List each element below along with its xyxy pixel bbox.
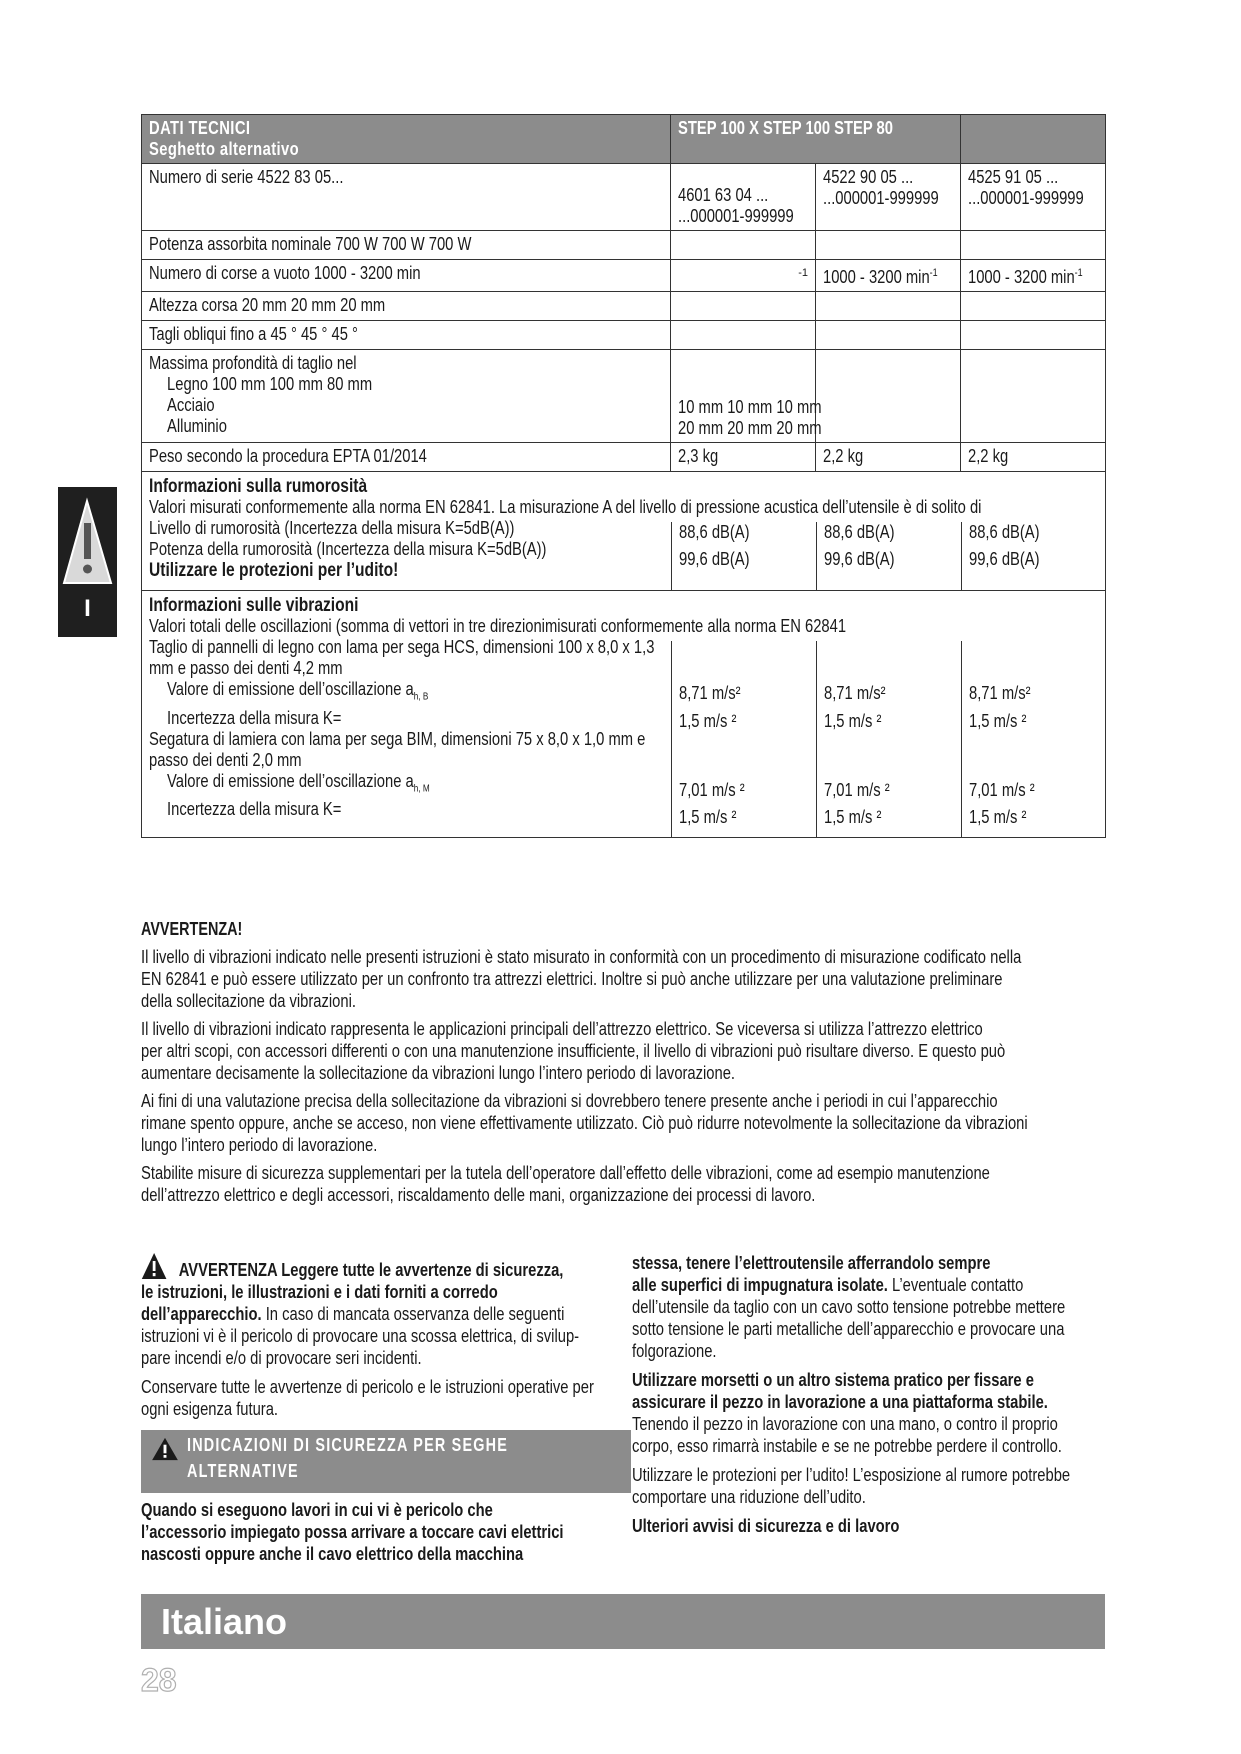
strokes-unit-sup: -1 xyxy=(929,267,938,279)
depth-alu: Alluminio xyxy=(167,416,227,436)
hidden-cables-paragraph: Quando si eseguono lavori in cui vi è pericolo che l’accessorio impiegato possa arrivare a toccare cavi elettrici nascosti oppure anche il cavo elettrico della macchina xyxy=(141,1500,564,1564)
table-row xyxy=(142,591,1106,838)
technical-data-table xyxy=(141,114,1106,838)
wood-emission-label: Valore di emissione dell’oscillazione $a_{h, B}$ xyxy=(167,679,429,703)
metal-uncertainty-value: 1,5 m/s ² xyxy=(969,807,1027,827)
general-warning-paragraph: AVVERTENZA Leggere tutte le avvertenze di sicurezza, le istruzioni, le illustrazioni e i dati forniti a corredo dell’apparecchio. In caso di mancata osservanza delle seguenti istruzioni vi è il pericolo di provocare una scossa elettrica, di svilup- pare incendi e/o di provocare seri incidenti. xyxy=(141,1252,631,1369)
noise-intro: Valori misurati conformemente alla norma EN 62841. La misurazione A del livello di pressione acustica dell’utensile è di solito di xyxy=(149,497,982,517)
banner-line1: INDICAZIONI DI SICUREZZA PER SEGHE xyxy=(187,1435,509,1455)
language-footer-bar xyxy=(141,1594,1105,1649)
strokes-label: Numero di corse a vuoto 1000 - 3200 min xyxy=(149,263,421,283)
depth-steel: Acciaio xyxy=(167,395,215,415)
depth-wood: Legno 100 mm 100 mm 80 mm xyxy=(167,374,373,394)
depth-steel-values: 10 mm 10 mm 10 mm xyxy=(678,397,822,417)
table-row xyxy=(142,350,1106,443)
strokes-unit-sup: -1 xyxy=(1074,267,1083,279)
safety-left-column xyxy=(141,1252,631,1572)
noise-power-value: 99,6 dB(A) xyxy=(969,549,1040,569)
language-side-tab xyxy=(58,487,117,637)
wood-uncertainty-value: 1,5 m/s ² xyxy=(824,711,882,731)
weight-label: Peso secondo la procedura EPTA 01/2014 xyxy=(149,446,427,466)
wood-uncertainty-label: Incertezza della misura K= xyxy=(167,707,342,728)
table-row xyxy=(142,472,1106,591)
warning-triangle-icon xyxy=(62,497,113,587)
table-row xyxy=(142,231,1106,260)
banner-line2: ALTERNATIVE xyxy=(187,1461,299,1481)
safety-section-banner xyxy=(141,1430,631,1493)
metal-uncertainty-label: Incertezza della misura K= xyxy=(167,799,342,820)
metal-emission-value: 7,01 m/s ² xyxy=(824,780,890,800)
noise-level-value: 88,6 dB(A) xyxy=(969,522,1040,542)
table-row xyxy=(142,321,1106,350)
warning-paragraph: Ai fini di una valutazione precisa della sollecitazione da vibrazioni si dovrebbero tenere presente anche i periodi in cui l’apparecchio rimane spento oppure, anche se acceso, non viene effettivamente utilizzato. Ciò può ridurre notevolmente la sollecitazione da vibrazioni lungo l’intero periodo di lavorazione. xyxy=(141,1091,1028,1155)
language-letter: I xyxy=(84,595,91,622)
warning-triangle-icon xyxy=(151,1437,179,1461)
weight-value: 2,2 kg xyxy=(968,446,1009,466)
vibration-title: Informazioni sulle vibrazioni xyxy=(149,595,359,616)
strokes-unit-sup: -1 xyxy=(798,267,808,279)
table-row xyxy=(142,260,1106,292)
noise-protect: Utilizzare le protezioni per l’udito! xyxy=(149,560,399,581)
metal-emission-value: 7,01 m/s ² xyxy=(969,780,1035,800)
warning-paragraph: Il livello di vibrazioni indicato nelle presenti istruzioni è stato misurato in conformità con un procedimento di misurazione codificato nella EN 62841 e può essere utilizzato per un confronto tra attrezzi elettrici. Inoltre si può anche utilizzare per una valutazione preliminare della sollecitazione da vibrazioni. xyxy=(141,947,1022,1011)
model-names: STEP 100 X STEP 100 STEP 80 xyxy=(678,118,893,138)
strokes-value: 1000 - 3200 min xyxy=(968,267,1075,287)
vibration-warning-section xyxy=(141,918,1106,1212)
serial-value: 4522 90 05 ... xyxy=(823,167,914,187)
depth-label: Massima profondità di taglio nel xyxy=(149,353,357,373)
wood-emission-value: 8,71 m/s² xyxy=(824,683,886,703)
serial-label: Numero di serie 4522 83 05... xyxy=(149,167,344,187)
page-number: 28 xyxy=(141,1662,177,1698)
metal-uncertainty-value: 1,5 m/s ² xyxy=(824,807,882,827)
wood-emission-value: 8,71 m/s² xyxy=(969,683,1031,703)
noise-level-label: Livello di rumorosità (Incertezza della misura K=5dB(A)) xyxy=(149,518,515,538)
noise-level-value: 88,6 dB(A) xyxy=(824,522,895,542)
noise-power-value: 99,6 dB(A) xyxy=(824,549,895,569)
metal-test-line1: Segatura di lamiera con lama per sega BIM, dimensioni 75 x 8,0 x 1,0 mm e xyxy=(149,728,646,749)
hearing-paragraph: Utilizzare le protezioni per l’udito! L’esposizione al rumore potrebbe comportare una riduzione dell’udito. xyxy=(632,1465,1071,1507)
stroke-height-label: Altezza corsa 20 mm 20 mm 20 mm xyxy=(149,295,386,315)
metal-test-line2: passo dei denti 2,0 mm xyxy=(149,749,302,770)
warning-title: AVVERTENZA! xyxy=(141,919,243,939)
keep-instructions-paragraph: Conservare tutte le avvertenze di pericolo e le istruzioni operative per ogni esigenza futura. xyxy=(141,1377,594,1419)
strokes-value: 1000 - 3200 min xyxy=(823,267,930,287)
table-title: DATI TECNICI xyxy=(149,118,251,138)
bevel-label: Tagli obliqui fino a 45 ° 45 ° 45 ° xyxy=(149,324,358,344)
table-row xyxy=(142,164,1106,231)
wood-test-line1: Taglio di pannelli di legno con lama per sega HCS, dimensioni 100 x 8,0 x 1,3 xyxy=(149,637,655,657)
warning-paragraph: Stabilite misure di sicurezza supplementari per la tutela dell’operatore dall’effetto delle vibrazioni, come ad esempio manutenzione dell’attrezzo elettrico e degli accessori, riscaldamento delle mani, organizzazione dei processi di lavoro. xyxy=(141,1163,990,1205)
noise-power-value: 99,6 dB(A) xyxy=(679,549,750,569)
noise-level-value: 88,6 dB(A) xyxy=(679,522,750,542)
noise-power-label: Potenza della rumorosità (Incertezza della misura K=5dB(A)) xyxy=(149,539,547,559)
serial-range: ...000001-999999 xyxy=(678,206,794,226)
metal-emission-label: Valore di emissione dell’oscillazione $a_{h, M}$ xyxy=(167,770,430,795)
wood-test-line2: mm e passo dei denti 4,2 mm xyxy=(149,658,343,678)
metal-emission-value: 7,01 m/s ² xyxy=(679,780,745,800)
safety-right-column xyxy=(632,1252,1112,1544)
weight-value: 2,2 kg xyxy=(823,446,864,466)
wood-uncertainty-value: 1,5 m/s ² xyxy=(679,711,737,731)
table-header-row xyxy=(142,115,1106,164)
table-row xyxy=(142,443,1106,472)
further-warnings-heading: Ulteriori avvisi di sicurezza e di lavoro xyxy=(632,1516,900,1536)
depth-alu-values: 20 mm 20 mm 20 mm xyxy=(678,418,822,438)
weight-value: 2,3 kg xyxy=(678,446,719,466)
table-subtitle: Seghetto alternativo xyxy=(149,139,300,159)
serial-value: 4601 63 04 ... xyxy=(678,185,769,205)
wood-uncertainty-value: 1,5 m/s ² xyxy=(969,711,1027,731)
clamp-paragraph: Utilizzare morsetti o un altro sistema pratico per fissare e assicurare il pezzo in lavorazione a una piattaforma stabile. Tenendo il pezzo in lavorazione con una mano, o contro il proprio corpo, esso rimarrà instabile e se ne potrebbe perdere il controllo. xyxy=(632,1370,1062,1456)
serial-range: ...000001-999999 xyxy=(968,188,1084,208)
warning-paragraph: Il livello di vibrazioni indicato rappresenta le applicazioni principali dell’attrezzo elettrico. Se viceversa si utilizza l’attrezzo elettrico per altri scopi, con accessori differenti o con una manutenzione insufficiente, il livello di vibrazioni può risultare diverso. E questo può aumentare decisamente la sollecitazione da vibrazioni lungo l’intero periodo di lavorazione. xyxy=(141,1019,1006,1083)
warning-triangle-icon xyxy=(141,1252,167,1280)
table-row xyxy=(142,292,1106,321)
insulated-grip-paragraph: stessa, tenere l’elettroutensile afferrandolo sempre alle superfici di impugnatura isolate. L’eventuale contatto dell’utensile da taglio con un cavo sotto tensione potrebbe mettere sotto tensione le parti metalliche dell’apparecchio e provocare una folgorazione. xyxy=(632,1253,1066,1361)
power-label: Potenza assorbita nominale 700 W 700 W 700 W xyxy=(149,234,472,254)
serial-range: ...000001-999999 xyxy=(823,188,939,208)
language-name: Italiano xyxy=(161,1601,288,1642)
vibration-intro: Valori totali delle oscillazioni (somma di vettori in tre direzionimisurati conformemente alla norma EN 62841 xyxy=(149,616,847,636)
wood-emission-value: 8,71 m/s² xyxy=(679,683,741,703)
serial-value: 4525 91 05 ... xyxy=(968,167,1059,187)
noise-title: Informazioni sulla rumorosità xyxy=(149,476,368,497)
metal-uncertainty-value: 1,5 m/s ² xyxy=(679,807,737,827)
